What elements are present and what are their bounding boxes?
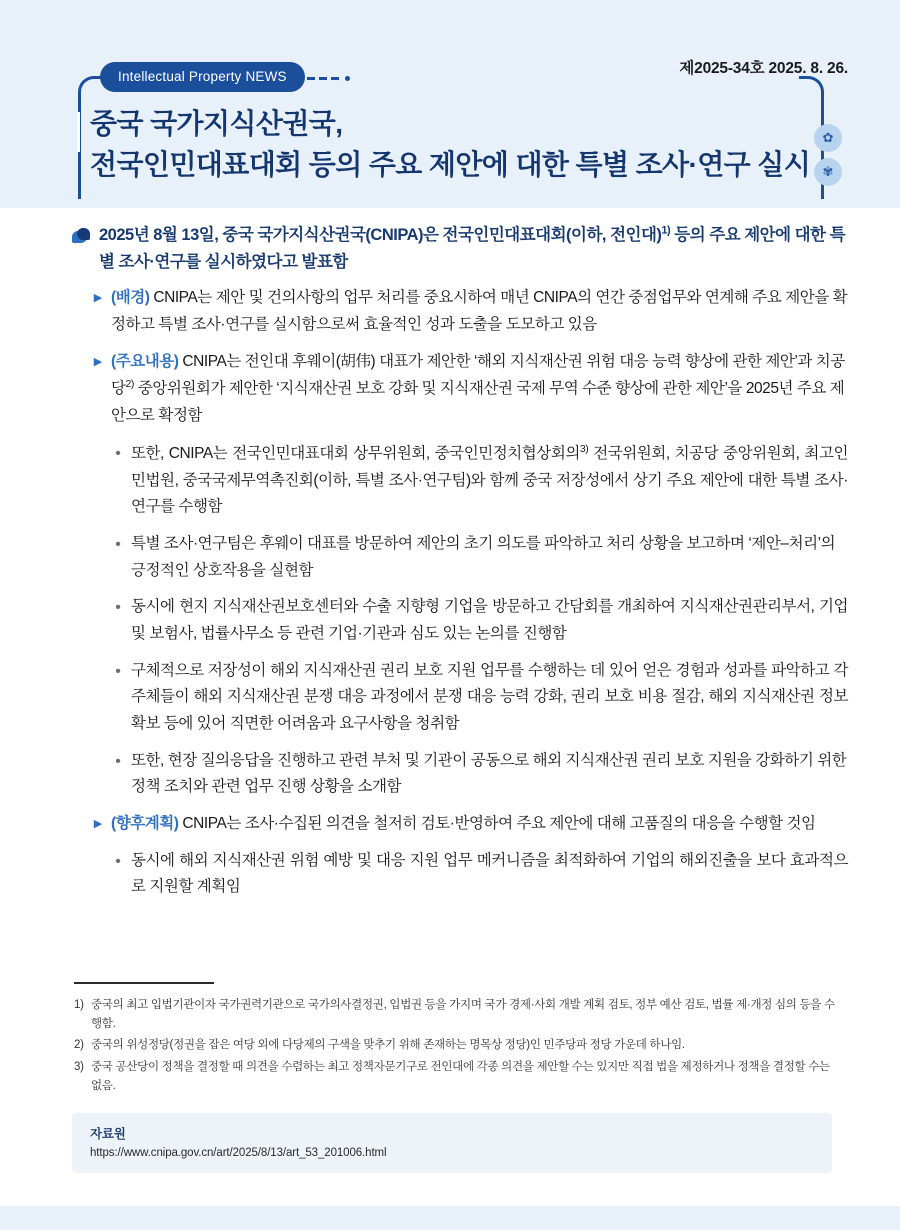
list-item (56, 594, 848, 647)
lead-text-part2: 등의 주요 제안에 대한 특별 조사·연구를 실시하였다고 발표함 (99, 226, 846, 271)
list-item-text (111, 285, 848, 338)
dot-marker-icon: • (115, 599, 121, 617)
dash-decoration (307, 77, 359, 80)
page-title-line1: 중국 국가지식산권국, (90, 108, 343, 139)
list-item-body: 또한, CNIPA는 전국인민대표대회 상무위원회, 중국인민정치협상회의 (131, 445, 580, 463)
footnote-item (74, 996, 840, 1033)
list-item-body: CNIPA는 전인대 후웨이(胡伟) 대표가 제안한 ‘해외 지식재산권 위험 대응 능력 향상에 관한 제안’과 치공당 (111, 352, 845, 398)
footnote-ref: 2) (125, 378, 134, 391)
dot-marker-icon: • (115, 536, 121, 553)
footnote-text: 중국의 위성정당(정권을 잡은 여당 외에 다당제의 구색을 맞추기 위해 존재하는 명목상 정당)인 민주당파 정당 가운데 하나임. (91, 1039, 685, 1052)
page-title-line2: 전국인민대표대회 등의 주요 제안에 대한 특별 조사·연구 실시 (90, 148, 811, 180)
triangle-marker-icon: ▶ (93, 292, 103, 305)
list-item-text: 동시에 해외 지식재산권 위험 예방 및 대응 지원 업무 메커니즘을 최적화하여 기업의 해외진출을 보다 효과적으로 지원할 계획임 (131, 851, 848, 896)
list-item-text: 구체적으로 저장성이 해외 지식재산권 권리 보호 지원 업무를 수행하는 데 있어 얻은 경험과 성과를 파악하고 각 주체들이 해외 지식재산권 분쟁 대응 과정에서 분쟁 대응 능력 강화, 권리 보호 비용 절감, 해외 지식재산권 정보 확보 등에 있어 직면한 어려움과 요구사항을 청취함 (131, 661, 848, 732)
list-item-text: 특별 조사·연구팀은 후웨이 대표를 방문하여 제안의 초기 의도를 파악하고 처리 상황을 보고하며 ‘제안–처리’의 긍정적인 상호작용을 실현함 (131, 535, 836, 579)
list-item-text (111, 811, 816, 838)
footnote-number: 2) (74, 1039, 84, 1052)
lead-text (99, 222, 848, 275)
list-item (56, 811, 848, 838)
list-item (56, 349, 848, 430)
footnote-number: 3) (74, 1060, 84, 1073)
footnote-ref: 3) (579, 442, 589, 455)
footnote-divider (74, 982, 214, 984)
list-item-tag: (주요내용) (111, 352, 179, 370)
flower-icon-bottom: ✾ (814, 158, 842, 186)
list-item-text (131, 440, 848, 521)
dot-marker-icon: • (115, 852, 121, 870)
list-item-body: CNIPA는 제안 및 건의사항의 업무 처리를 중요시하여 매년 CNIPA의 연간 중점업무와 연계해 주요 제안을 확정하고 특별 조사·연구를 실시함으로써 효율적인 성과 도출을 도모하고 있음 (111, 289, 848, 334)
source-box (72, 1113, 832, 1173)
list-item-text: 동시에 현지 지식재산권보호센터와 수출 지향형 기업을 방문하고 간담회를 개최하여 지식재산권관리부서, 기업 및 보험사, 법률사무소 등 관련 기업·기관과 심도 있는 논의를 진행함 (131, 598, 848, 642)
list-item-text (111, 349, 848, 430)
triangle-marker-icon: ▶ (93, 355, 103, 368)
footnote-item (74, 1058, 840, 1095)
list-item-body: CNIPA는 조사·수집된 의견을 철저히 검토·반영하여 주요 제안에 대해 고품질의 대응을 수행할 것임 (178, 814, 816, 832)
page-title (90, 104, 810, 185)
footnotes-section (74, 982, 840, 1098)
list-item-tag: (배경) (111, 289, 150, 307)
lead-footnote-ref: 1) (661, 224, 671, 237)
cube-icon (72, 228, 90, 246)
list-item (56, 658, 848, 738)
issue-number: 제2025-34호 2025. 8. 26. (679, 60, 848, 77)
page-header (0, 0, 900, 208)
list-item (56, 440, 848, 521)
footnote-text: 중국 공산당이 정책을 결정할 때 의견을 수렴하는 최고 정책자문기구로 전인대에 각종 의견을 제안할 수는 있지만 직접 법을 제정하거나 정책을 결정할 수는 없음. (91, 1060, 830, 1092)
list-item-body-2: 중앙위원회가 제안한 ‘지식재산권 보호 강화 및 지식재산권 국제 무역 수준 향상에 관한 제안’을 2025년 주요 제안으로 확정함 (111, 380, 845, 425)
list-item-tag: (향후계획) (111, 814, 179, 832)
flower-seal-icon (814, 124, 842, 190)
source-url[interactable]: https://www.cnipa.gov.cn/art/2025/8/13/art_53_201006.html (90, 1147, 387, 1159)
article-body (0, 222, 900, 901)
footnote-number: 1) (74, 999, 84, 1011)
list-item (56, 285, 848, 338)
source-title: 자료원 (90, 1127, 126, 1141)
bottom-background-band (0, 1206, 900, 1230)
flower-icon-top: ✿ (814, 124, 842, 152)
footnote-text: 중국의 최고 입법기관이자 국가권력기관으로 국가의사결정권, 입법권 등을 가지며 국가 경제·사회 개발 계획 검토, 정부 예산 검토, 법률 제·개정 심의 등을 수행함. (91, 999, 835, 1030)
lead-paragraph (56, 222, 848, 275)
lead-text-part1: 2025년 8월 13일, 중국 국가지식산권국(CNIPA)은 전국인민대표대회(이하, 전인대) (99, 226, 662, 244)
list-item-text: 또한, 현장 질의응답을 진행하고 관련 부처 및 기관이 공동으로 해외 지식재산권 권리 보호 지원을 강화하기 위한 정책 조치와 관련 업무 진행 상황을 소개함 (131, 751, 847, 796)
footnote-item (74, 1036, 840, 1055)
dot-marker-icon: • (115, 662, 121, 680)
list-item (56, 748, 848, 801)
list-item (56, 531, 848, 584)
dot-marker-icon: • (115, 752, 121, 770)
news-badge: Intellectual Property NEWS (100, 62, 305, 92)
left-bracket-gap (77, 112, 80, 152)
list-item-body-2: 전국위원회, 치공당 중앙위원회, 최고인민법원, 중국국제무역촉진회(이하, 특별 조사·연구팀)와 함께 중국 저장성에서 상기 주요 제안에 대한 특별 조사·연구를 수행함 (131, 445, 848, 516)
triangle-marker-icon: ▶ (93, 817, 103, 830)
dot-marker-icon: • (115, 444, 121, 462)
list-item (56, 848, 848, 901)
